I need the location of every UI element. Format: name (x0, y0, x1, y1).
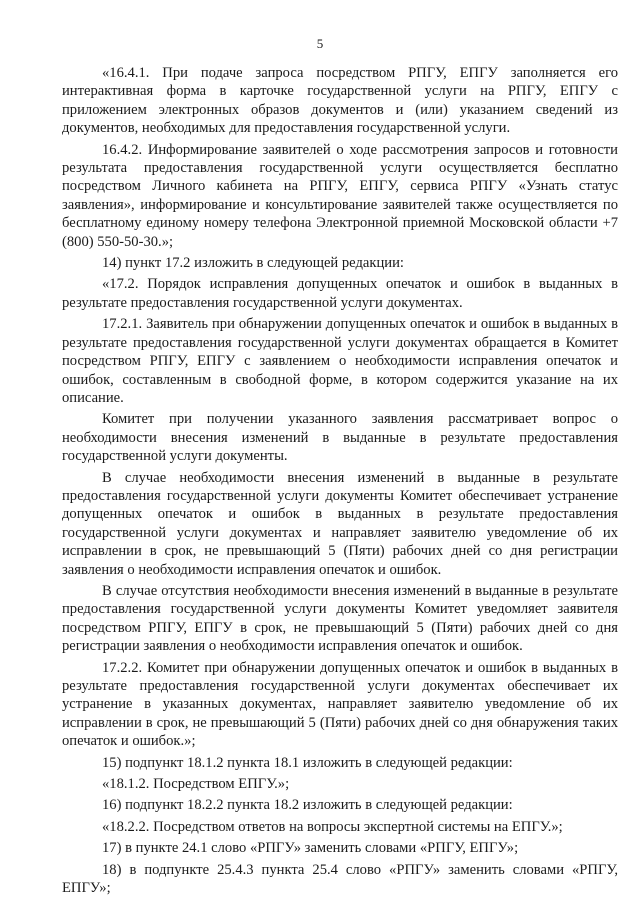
paragraph: В случае отсутствия необходимости внесения изменений в выданные в результате предоставления государственной услуги документы Комитет уведомляет заявителя посредством РПГУ, ЕПГУ в срок, не превышающий 5 (Пяти) рабочих дней со дня регистрации заявления о необходимости исправления опечаток и ошибок. (62, 582, 618, 655)
paragraph: 16) подпункт 18.2.2 пункта 18.2 изложить в следующей редакции: (102, 797, 513, 814)
paragraph: «18.2.2. Посредством ответов на вопросы экспертной системы на ЕПГУ.»; (102, 818, 563, 835)
paragraph: 18) в подпункте 25.4.3 пункта 25.4 слово «РПГУ» заменить словами «РПГУ, ЕПГУ»; (62, 861, 618, 897)
document-body (62, 64, 618, 900)
paragraph: 17) в пункте 24.1 слово «РПГУ» заменить словами «РПГУ, ЕПГУ»; (102, 840, 519, 857)
paragraph: 16.4.2. Информирование заявителей о ходе рассмотрения запросов и готовности результата предоставления государственной услуги осуществляется бесплатно посредством Личного кабинета на РПГУ, ЕПГУ, сервиса РПГУ «Узнать статус заявления», информирование и консультирование заявителей также осуществляется по бесплатному единому номеру телефона Электронной приемной Московской области +7 (800) 550-50-30.»; (62, 141, 618, 250)
paragraph: «18.1.2. Посредством ЕПГУ.»; (102, 776, 290, 793)
paragraph: 17.2.1. Заявитель при обнаружении допущенных опечаток и ошибок в выданных в результате предоставления государственной услуги документах обращается в Комитет посредством РПГУ, ЕПГУ с заявлением о необходимости исправления опечаток и ошибок, составленным в свободной форме, в котором содержится указание на их описание. (62, 316, 618, 406)
paragraph: 14) пункт 17.2 изложить в следующей редакции: (102, 255, 404, 272)
paragraph: Комитет при получении указанного заявления рассматривает вопрос о необходимости внесения изменений в выданные в результате предоставления государственной услуги документы. (62, 411, 618, 465)
paragraph: 15) подпункт 18.1.2 пункта 18.1 изложить в следующей редакции: (102, 754, 513, 771)
page-number: 5 (316, 36, 324, 51)
paragraph: 17.2.2. Комитет при обнаружении допущенных опечаток и ошибок в выданных в результате предоставления государственной услуги документах обеспечивает их устранение в указанных документах, направляет заявителю уведомление об их исправлении в срок, не превышающий 5 (Пяти) рабочих дней со дня обнаружения таких опечаток и ошибок.»; (62, 659, 618, 750)
paragraph: «17.2. Порядок исправления допущенных опечаток и ошибок в выданных в результате предоставления государственной услуги документах. (62, 276, 618, 311)
paragraph: В случае необходимости внесения изменений в выданные в результате предоставления государственной услуги документы Комитет обеспечивает устранение допущенных опечаток и ошибок в выданных в результате предоставления государственной услуги документах и направляет заявителю уведомление об их исправлении в срок, не превышающий 5 (Пяти) рабочих дней со дня регистрации заявления о необходимости исправления опечаток и ошибок. (62, 469, 618, 578)
paragraph: «16.4.1. При подаче запроса посредством РПГУ, ЕПГУ заполняется его интерактивная форма в карточке государственной услуги на РПГУ, ЕПГУ с приложением электронных образов документов и (или) указанием сведений из документов, необходимых для предоставления государственной услуги. (62, 65, 618, 137)
